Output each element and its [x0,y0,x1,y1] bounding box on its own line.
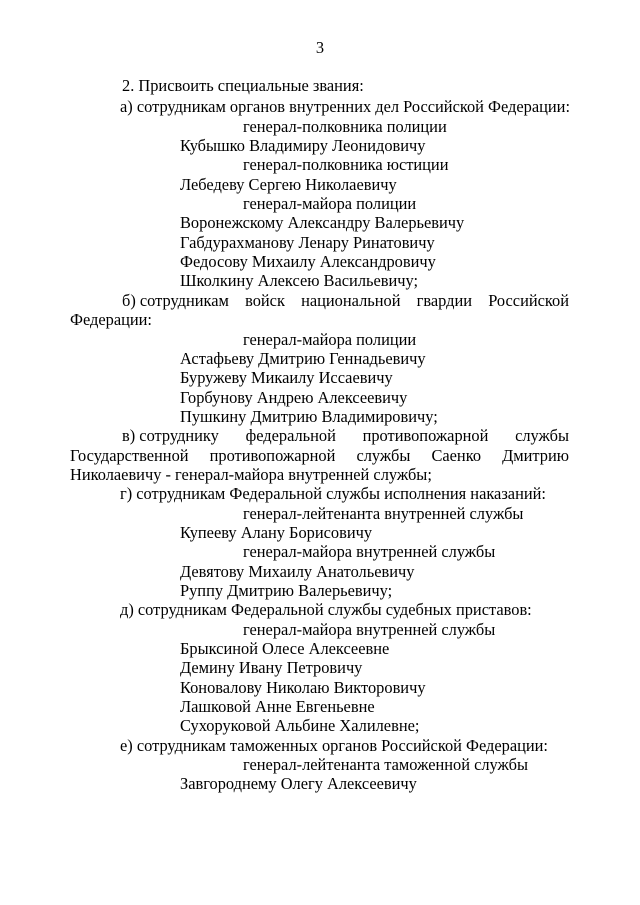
group-a-rank-1: генерал-полковника полиции [243,117,447,136]
group-a-person-1: Кубышко Владимиру Леонидовичу [180,136,426,155]
group-e-person-1: Завгороднему Олегу Алексеевичу [180,774,417,793]
group-e-heading: е) сотрудникам таможенных органов Российской Федерации: [120,736,548,755]
group-v-word: противопожарной [209,446,336,465]
group-v-word: Государственной [70,446,189,465]
group-d-heading: д) сотрудникам Федеральной службы судебных приставов: [120,600,532,619]
group-a-rank-3: генерал-майора полиции [243,194,417,213]
group-g-heading: г) сотрудникам Федеральной службы исполнения наказаний: [120,484,546,503]
group-d-person-1: Брыксиной Олесе Алексеевне [180,639,390,658]
group-b-heading-word: войск [245,291,285,310]
group-a-person-5: Федосову Михаилу Александровичу [180,252,436,271]
group-v-word: противопожарной [362,426,489,445]
group-v-word: в) сотруднику [122,426,219,445]
group-v-word: Дмитрию [502,446,569,465]
group-v-line-1 [122,426,569,446]
group-d-person-5: Сухоруковой Альбине Халилевне; [180,716,420,735]
group-v-line-2 [70,446,569,466]
section-heading: 2. Присвоить специальные звания: [122,76,364,95]
group-b-person-3: Горбунову Андрею Алексеевичу [180,388,408,407]
group-v-word: службы [356,446,411,465]
group-b-heading-word: б) сотрудникам [122,291,229,310]
group-b-heading-continuation: Федерации: [70,310,152,329]
group-v-word: Саенко [431,446,482,465]
group-b-heading-word: национальной [301,291,401,310]
group-b-rank-1: генерал-майора полиции [243,330,417,349]
group-g-rank-2: генерал-майора внутренней службы [243,542,496,561]
group-d-person-3: Коновалову Николаю Викторовичу [180,678,426,697]
group-e-rank-1: генерал-лейтенанта таможенной службы [243,755,528,774]
group-v-line-3: Николаевичу - генерал-майора внутренней службы; [70,465,432,484]
group-b-person-2: Буружеву Микаилу Иссаевичу [180,368,393,387]
group-d-rank-1: генерал-майора внутренней службы [243,620,496,639]
group-v-word: службы [515,426,569,445]
group-b-heading-word: гвардии [416,291,473,310]
group-a-person-6: Школкину Алексею Васильевичу; [180,271,419,290]
group-b-heading [122,291,569,311]
group-v-word: федеральной [245,426,336,445]
group-g-rank-1: генерал-лейтенанта внутренней службы [243,504,524,523]
group-g-person-2: Девятову Михаилу Анатольевичу [180,562,415,581]
group-a-person-3: Воронежскому Александру Валерьевичу [180,213,465,232]
group-b-person-4: Пушкину Дмитрию Владимировичу; [180,407,438,426]
group-d-person-2: Демину Ивану Петровичу [180,658,363,677]
group-b-heading-word: Российской [488,291,569,310]
group-b-person-1: Астафьеву Дмитрию Геннадьевичу [180,349,426,368]
group-g-person-1: Купееву Алану Борисовичу [180,523,373,542]
group-a-person-2: Лебедеву Сергею Николаевичу [180,175,397,194]
group-d-person-4: Лашковой Анне Евгеньевне [180,697,375,716]
group-a-heading: а) сотрудникам органов внутренних дел Российской Федерации: [120,97,570,116]
group-a-person-4: Габдурахманову Ленару Ринатовичу [180,233,435,252]
page-number: 3 [315,38,325,57]
group-a-rank-2: генерал-полковника юстиции [243,155,449,174]
group-g-person-3: Руппу Дмитрию Валерьевичу; [180,581,393,600]
